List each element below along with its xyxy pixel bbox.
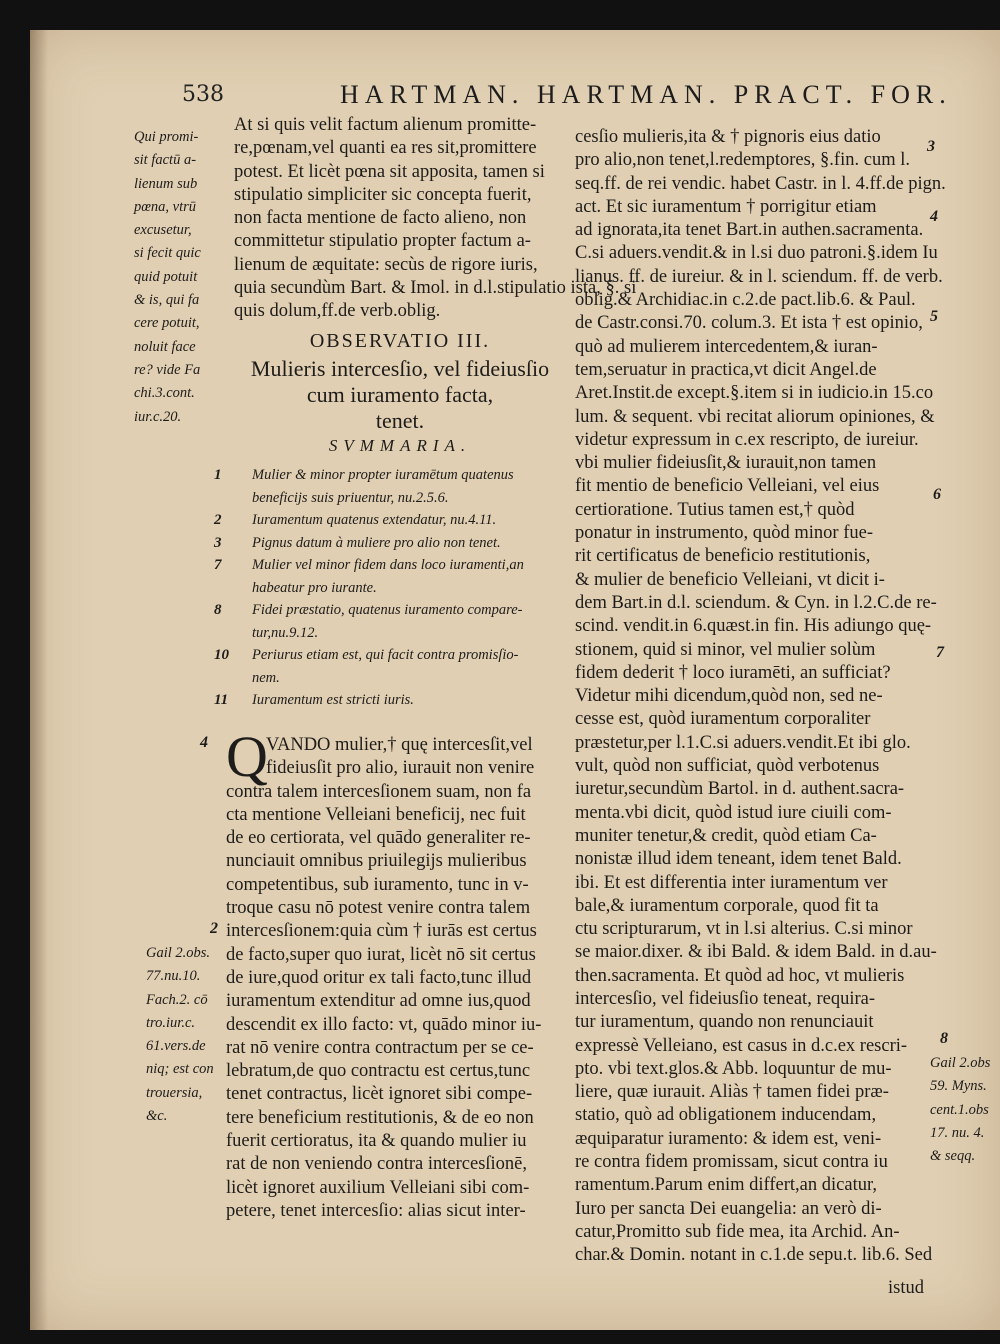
body-left-first-lines [266,734,586,781]
text-line: quò ad mulierem intercedentem,& iuran- [575,336,878,357]
summaria-text-line: habeatur pro iurante. [252,579,377,596]
summaria-item [214,532,584,555]
summaria-item [214,464,584,509]
text-line: ctu scripturarum, vt in l.si alterius. C.si minor [575,919,913,940]
margin-note-line: noluit face [134,338,196,355]
text-line: Aret.Instit.de except.§.item si in iudicio.in 15.co [575,383,934,404]
text-line: fuerit certioratus, ita & quando mulier iu [226,1131,527,1152]
summaria-text-line: nem. [252,669,280,686]
margin-note-line: trouersia, [146,1084,203,1101]
margin-note-line: tro.iur.c. [146,1014,196,1031]
summaria-item [214,599,584,644]
summaria-item [214,644,584,689]
catchword: istud [888,1278,924,1298]
text-line: muniter tenetur,& credit, quòd etiam Ca- [575,825,877,846]
text-line: rat de non veniendo contra intercesſionē, [226,1154,528,1175]
text-line: potest. Et licèt pœna sit apposita, tamen si [234,161,545,182]
summaria-text [252,689,414,712]
text-line: de Castr.consi.70. colum.3. Et ista † est opinio, [575,313,923,334]
margin-note-line: 77.nu.10. [146,968,201,985]
margin-note-line: chi.3.cont. [134,385,195,402]
margin-number-4: 4 [930,208,938,225]
text-line: cesse est, quòd iuramentum corporaliter [575,709,871,730]
text-line: nunciauit omnibus priuilegijs mulieribus [226,851,527,872]
subtitle-line: cum iuramento facta, [306,382,494,407]
text-line: ad ignorata,ita tenet Bart.in authen.sacramenta. [575,220,924,241]
text-line: quia secundùm Bart. & Imol. in d.l.stipulatio ista, §. si [234,278,637,299]
text-line: cta mentione Velleiani beneficij, nec fuit [226,804,526,825]
paragraph-marker: 4 [200,734,208,751]
text-line: lebratum,de quo contractu est certus,tunc [226,1061,531,1082]
text-line: VANDO mulier,† quę intercesſit,vel [266,735,533,755]
text-line: non facta mentione de facto alieno, non [234,208,527,229]
text-line: intercesſio, vel fideiusſio teneat, requira- [575,988,875,1009]
margin-note-line: & seqq. [930,1148,976,1165]
page-number: 538 [182,82,224,107]
drop-initial: Q [226,724,268,789]
text-line: de iure,quod oritur ex tali facto,tunc illud [226,967,532,988]
text-line: certioratione. Tutius tamen est,† quòd [575,499,855,520]
text-line: licèt ignoret auxilium Velleiani sibi com- [226,1177,530,1198]
text-line: dem Bart.in d.l. sciendum. & Cyn. in l.2.C.de re- [575,592,937,613]
text-line: catur,Promitto sub fide mea, ita Archid. An- [575,1221,900,1242]
observatio-title: OBSERVATIO III. [309,330,491,352]
subtitle-line: Mulieris intercesſio, vel fideiusſio [250,356,550,381]
book-page [30,30,1000,1330]
margin-note-line: Qui promi- [134,129,199,145]
text-line: videtur expressum in c.ex rescripto, de iureiur. [575,429,919,450]
text-line: ponatur in instrumento, quòd minor fue- [575,523,874,544]
margin-note-line: cent.1.obs [930,1101,989,1118]
margin-note-line: re? vide Fa [134,361,201,378]
text-line: tenet contractus, licèt ignoret sibi compe- [226,1084,533,1105]
text-line: nonistæ illud idem teneant, idem tenet Bald. [575,849,902,870]
summaria-number: 2 [214,512,222,528]
text-line: iuretur,secundùm Bartol. in d. authent.sacra- [575,779,905,800]
margin-note-line: Gail 2.obs. [146,945,211,961]
text-line: intercesſionem:quia cùm † iurās est certus [226,921,537,942]
summaria-text-line: Iuramentum quatenus extendatur, nu.4.11. [252,512,497,528]
summaria-text-line: Iuramentum est stricti iuris. [252,692,414,708]
summaria-text [252,464,514,509]
body-left-text [226,781,581,1224]
text-line: committetur stipulatio propter factum a- [234,231,531,252]
summaria-number: 8 [214,602,222,618]
text-line: scind. vendit.in 6.quæst.in fin. His adiungo quę- [575,616,932,637]
summaria-text-line: Fidei præstatio, quatenus iuramento compare- [252,602,523,618]
text-line: petere, tenet intercesſio: alias sicut inter- [226,1200,526,1221]
text-line: pro alio,non tenet,l.redemptores, §.fin. cum l. [575,150,910,171]
margin-number-6: 6 [933,486,941,503]
summaria-text [252,644,519,689]
text-line: rit certificatus de beneficio restitutionis, [575,546,871,567]
text-line: ramentum.Parum enim differt,an dicatur, [575,1175,878,1196]
text-line: lianus. ff. de iureiur. & in l. sciendum. ff. de verb. [575,266,943,287]
subtitle-line: tenet. [375,408,425,433]
text-line: fideiusſit pro alio, iurauit non venire [266,758,535,779]
margin-note-line: Gail 2.obs [930,1055,991,1071]
observatio-subtitle [220,356,580,434]
margin-note-line: iur.c.20. [134,408,182,425]
summaria-text [252,554,524,599]
body-right-text [575,126,950,1268]
left-margin-notes-bottom [146,942,236,1128]
margin-note-line: sit factū a- [134,152,197,169]
margin-number-3: 3 [927,138,935,155]
summaria-text-line: Periurus etiam est, qui facit contra promisſio- [252,647,519,663]
text-line: iuramentum extenditur ad omne ius,quod [226,991,531,1012]
summaria-number: 1 [214,467,222,483]
text-line: char.& Domin. notant in c.1.de sepu.t. lib.6. Sed [575,1245,933,1266]
text-line: then.sacramenta. Et quòd ad hoc, vt mulieris [575,965,905,986]
margin-note-line: 61.vers.de [146,1038,206,1055]
margin-number-8: 8 [940,1030,948,1047]
margin-note-line: Fach.2. cō [146,991,208,1008]
summaria-text-line: tur,nu.9.12. [252,624,319,641]
margin-note-line: pœna, vtrū [134,198,197,215]
text-line: contra talem intercesſionem suam, non fa [226,781,532,802]
text-line: competentibus, sub iuramento, tunc in v- [226,874,529,895]
text-line: seq.ff. de rei vendic. habet Castr. in l. 4.ff.de pign. [575,173,946,194]
text-line: fit mentio de beneficio Velleiani, vel eius [575,476,880,497]
text-line: oblig.& Archidiac.in c.2.de pact.lib.6. & Paul. [575,290,916,311]
margin-note-line: &c. [146,1108,168,1125]
summaria-number: 10 [214,647,229,663]
binding-shadow [30,30,48,1330]
margin-note-line: & is, qui fa [134,292,200,309]
text-line: se maior.dixer. & ibi Bald. & idem Bald. in d.au- [575,942,937,963]
margin-note-line: lienum sub [134,175,198,192]
margin-note-line: 59. Myns. [930,1078,987,1095]
summaria-number: 3 [214,534,222,551]
text-line: vult, quòd non sufficiat, quòd verbotenus [575,756,880,777]
summaria-item [214,509,584,532]
summaria-text-line: beneficijs suis priuentur, nu.2.5.6. [252,489,449,506]
text-line: act. Et sic iuramentum † porrigitur etiam [575,196,877,217]
margin-note-line: excusetur, [134,222,192,239]
text-line: At si quis velit factum alienum promitte- [234,115,537,135]
text-line: tur iuramentum, quando non renunciauit [575,1012,874,1033]
summaria-item [214,554,584,599]
text-line: expressè Velleiano, est casus in d.c.ex rescri- [575,1035,908,1056]
summaria-text [252,532,501,555]
text-line: lum. & sequent. vbi recitat aliorum opiniones, & [575,406,935,427]
summaria-text-line: Mulier & minor propter iuramētum quatenus [252,467,514,483]
margin-number-5: 5 [930,308,938,325]
summaria-text-line: Mulier vel minor fidem dans loco iuramenti,an [252,557,524,573]
text-line: statio, quò ad obligationem inducendam, [575,1105,877,1126]
text-line: menta.vbi dicit, quòd istud iure ciuili com- [575,802,892,823]
text-line: C.si aduers.vendit.& in l.si duo patroni.§.idem Iu [575,243,938,264]
text-line: Iuro per sancta Dei euangelia: an verò di- [575,1198,882,1219]
margin-note-line: niq; est con [146,1061,214,1078]
text-line: bale,& iuramentum corporale, quod fit ta [575,895,879,916]
text-line: stionem, quid si minor, vel mulier solùm [575,639,876,660]
margin-number-2: 2 [210,920,218,937]
text-line: descendit ex illo facto: vt, quādo minor iu- [226,1014,542,1035]
text-line: vbi mulier fideiusſit,& iurauit,non tamen [575,453,877,474]
text-line: troque casu nō potest venire contra talem [226,898,531,919]
summaria-text [252,509,496,532]
margin-note-line: quid potuit [134,268,198,285]
right-margin-notes [930,1052,1000,1168]
text-line: & mulier de beneficio Velleiani, vt dicit i- [575,569,885,590]
text-line: præstetur,per l.1.C.si aduers.vendit.Et ibi glo. [575,732,911,753]
summaria-text [252,599,523,644]
text-line: de eo certiorata, vel quādo generaliter re- [226,828,531,849]
text-line: Videtur mihi dicendum,quòd non, sed ne- [575,686,883,707]
text-line: quis dolum,ff.de verb.oblig. [234,301,441,322]
text-line: re,pœnam,vel quanti ea res sit,promittere [234,138,537,159]
text-line: fidem dederit † loco iuramēti, an sufficiat? [575,662,891,683]
summaria-text-line: Pignus datum à muliere pro alio non tenet. [252,534,501,551]
text-line: æquiparatur iuramento: & idem est, veni- [575,1128,882,1149]
text-line: tem,seruatur in practica,vt dicit Angel.de [575,359,877,380]
summaria-item [214,689,584,712]
margin-note-line: si fecit quic [134,245,201,262]
text-line: stipulatio simpliciter sic concepta fuerit, [234,184,532,205]
margin-note-line: cere potuit, [134,315,200,332]
text-line: tere beneficium restitutionis, & de eo non [226,1107,534,1128]
text-line: ibi. Et est differentia inter iuramentum ver [575,872,888,893]
text-line: re contra fidem promissam, sicut contra iu [575,1152,888,1173]
text-line: rat nō venire contra contractum per se ce- [226,1037,534,1058]
text-line: cesſio mulieris,ita & † pignoris eius datio [575,127,881,147]
summaria-number: 11 [214,692,229,708]
summaria-list [214,464,584,712]
summaria-label: SVMMARIA. [328,436,472,455]
summaria-number: 7 [214,557,222,573]
margin-note-line: 17. nu. 4. [930,1124,985,1141]
text-line: liere, quæ iurauit. Aliàs † tamen fidei præ- [575,1082,889,1103]
text-line: de facto,super quo iurat, licèt nō sit certus [226,944,536,965]
running-title: HARTMAN. HARTMAN. PRACT. FOR. [340,80,952,109]
text-line: lienum de æquitate: secùs de rigore iuris, [234,254,538,275]
margin-number-7: 7 [936,644,944,661]
text-line: pto. vbi text.glos.& Abb. loquuntur de mu- [575,1058,892,1079]
left-column-top-text [234,114,637,324]
